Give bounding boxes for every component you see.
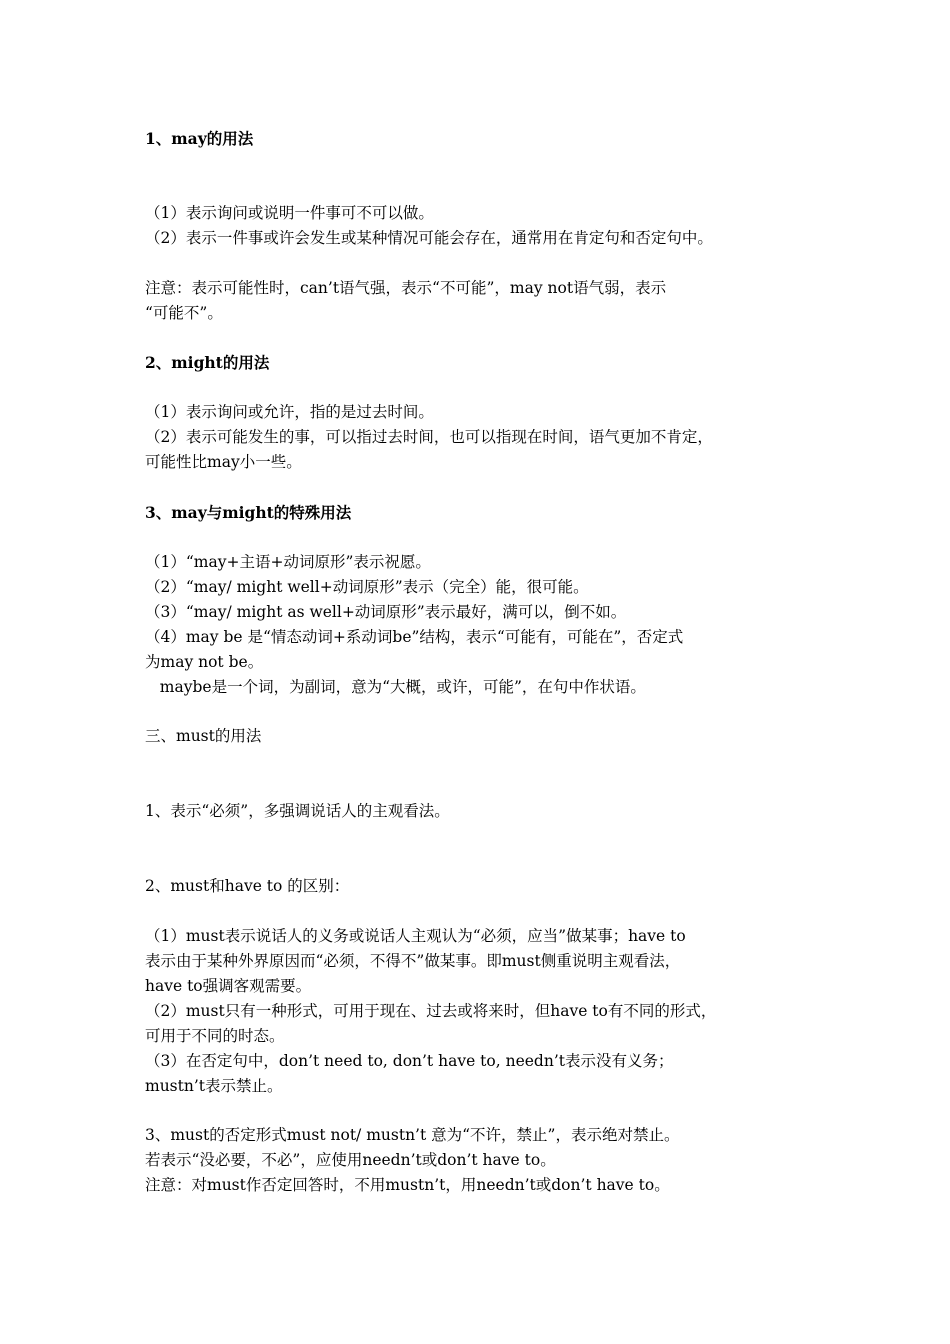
special-line-4: （4）may be 是“情态动词+系动词be”结构，表示“可能有，可能在”，否定式 (145, 628, 684, 646)
must-point2-line-2: 表示由于某种外界原因而“必须，不得不”做某事。即must侧重说明主观看法， (145, 952, 681, 970)
section-heading-may: 1、may的用法 (145, 129, 254, 148)
may-note-line-1: 注意：表示可能性时，can’t语气强，表示“不可能”，may not语气弱，表示 (145, 279, 667, 297)
must-point2-line-7: mustn’t表示禁止。 (145, 1077, 283, 1095)
must-point-1: 1、表示“必须”，多强调说话人的主观看法。 (145, 802, 450, 820)
might-line-1: （1）表示询问或允许，指的是过去时间。 (145, 403, 434, 421)
special-line-3: （3）“may/ might as well+动词原形”表示最好，满可以，倒不如。 (145, 603, 627, 621)
may-line-2: （2）表示一件事或许会发生或某种情况可能会存在，通常用在肯定句和否定句中。 (145, 229, 713, 247)
section-heading-must: 三、must的用法 (145, 727, 262, 745)
may-note-line-2: “可能不”。 (145, 304, 223, 322)
must-point2-line-5: 可用于不同的时态。 (145, 1027, 285, 1045)
special-line-5: 为may not be。 (145, 653, 264, 671)
might-line-2: （2）表示可能发生的事，可以指过去时间，也可以指现在时间，语气更加不肯定， (145, 428, 713, 446)
special-line-1: （1）“may+主语+动词原形”表示祝愿。 (145, 553, 431, 571)
special-line-6: maybe是一个词，为副词，意为“大概，或许，可能”，在句中作状语。 (145, 678, 646, 696)
might-line-3: 可能性比may小一些。 (145, 453, 302, 471)
must-point2-line-6: （3）在否定句中，don’t need to, don’t have to, needn’t表示没有义务； (145, 1052, 674, 1070)
must-point2-line-4: （2）must只有一种形式，可用于现在、过去或将来时，但have to有不同的形式， (145, 1002, 717, 1020)
must-point3-line-2: 若表示“没必要，不必”，应使用needn’t或don’t have to。 (145, 1151, 556, 1169)
must-point3-line-3: 注意：对must作否定回答时，不用mustn’t，用needn’t或don’t have to。 (145, 1176, 670, 1194)
must-point2-line-1: （1）must表示说话人的义务或说话人主观认为“必须，应当”做某事；have to (145, 927, 686, 945)
may-line-1: （1）表示询问或说明一件事可不可以做。 (145, 204, 434, 222)
must-point-2: 2、must和have to 的区别： (145, 877, 350, 895)
section-heading-special: 3、may与might的特殊用法 (145, 503, 352, 522)
must-point2-line-3: have to强调客观需要。 (145, 977, 312, 995)
section-heading-might: 2、might的用法 (145, 353, 270, 372)
must-point3-line-1: 3、must的否定形式must not/ mustn’t 意为“不许，禁止”，表示绝对禁止。 (145, 1126, 680, 1144)
special-line-2: （2）“may/ might well+动词原形”表示（完全）能，很可能。 (145, 578, 589, 596)
